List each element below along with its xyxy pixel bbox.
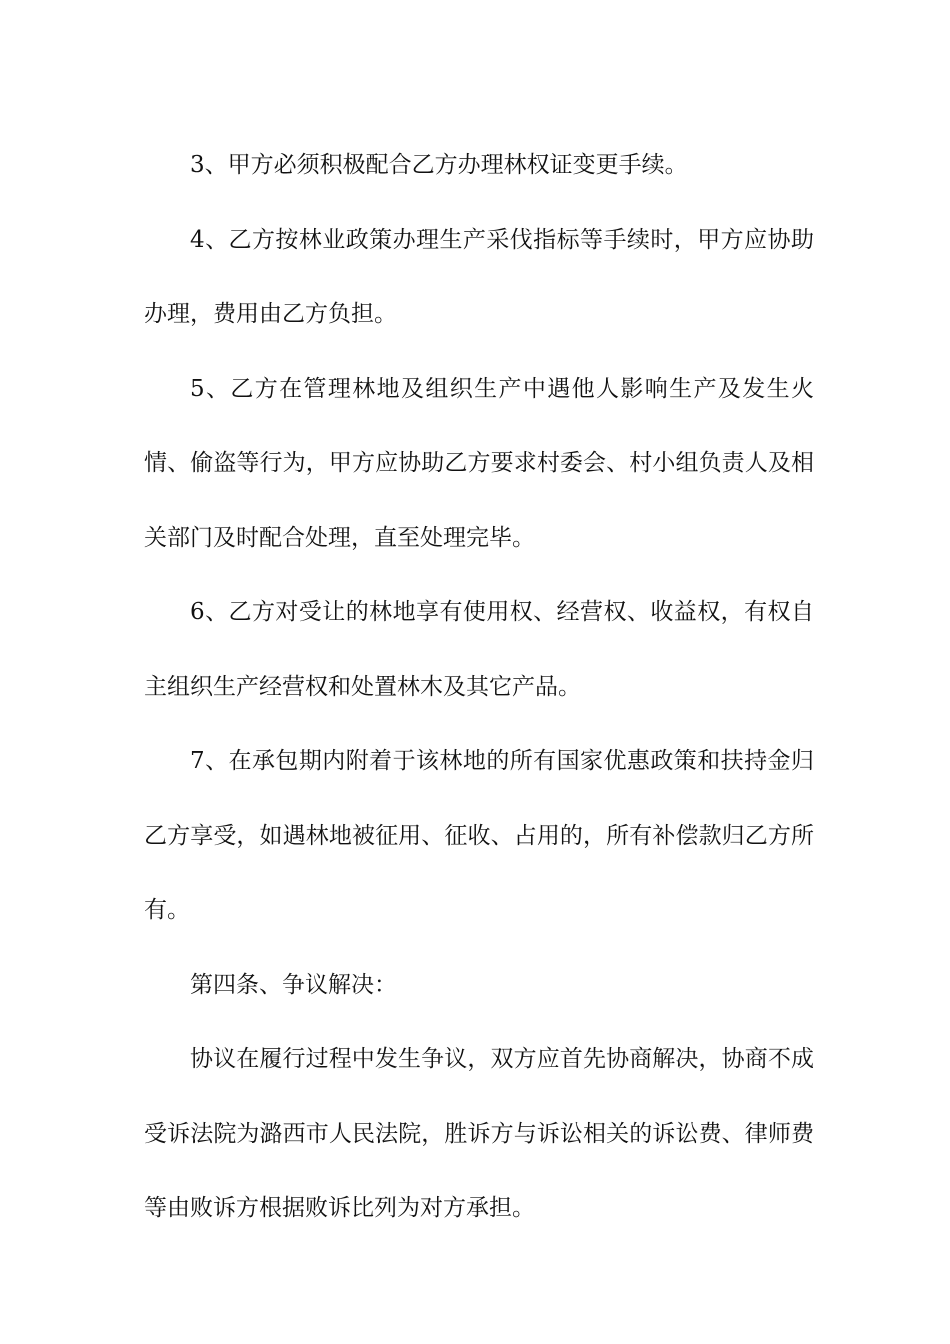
clause-5-paragraph: 5、乙方在管理林地及组织生产中遇他人影响生产及发生火情、偷盗等行为，甲方应协助乙方要求村委会、村小组负责人及相关部门及时配合处理，直至处理完毕。 [144, 375, 814, 551]
clause-7-paragraph: 7、在承包期内附着于该林地的所有国家优惠政策和扶持金归乙方享受，如遇林地被征用、征收、占用的，所有补偿款归乙方所有。 [144, 748, 814, 923]
clause-6-paragraph: 6、乙方对受让的林地享有使用权、经营权、收益权，有权自主组织生产经营权和处置林木及其它产品。 [144, 599, 814, 700]
dispute-resolution-paragraph: 协议在履行过程中发生争议，双方应首先协商解决，协商不成受诉法院为潞西市人民法院，胜诉方与诉讼相关的诉讼费、律师费等由败诉方根据败诉比列为对方承担。 [144, 1046, 814, 1221]
document-body [144, 128, 814, 1246]
clause-3-paragraph: 3、甲方必须积极配合乙方办理林权证变更手续。 [190, 152, 688, 178]
article-4-heading: 第四条、争议解决： [190, 971, 397, 998]
clause-4-paragraph: 4、乙方按林业政策办理生产采伐指标等手续时，甲方应协助办理，费用由乙方负担。 [144, 226, 814, 327]
